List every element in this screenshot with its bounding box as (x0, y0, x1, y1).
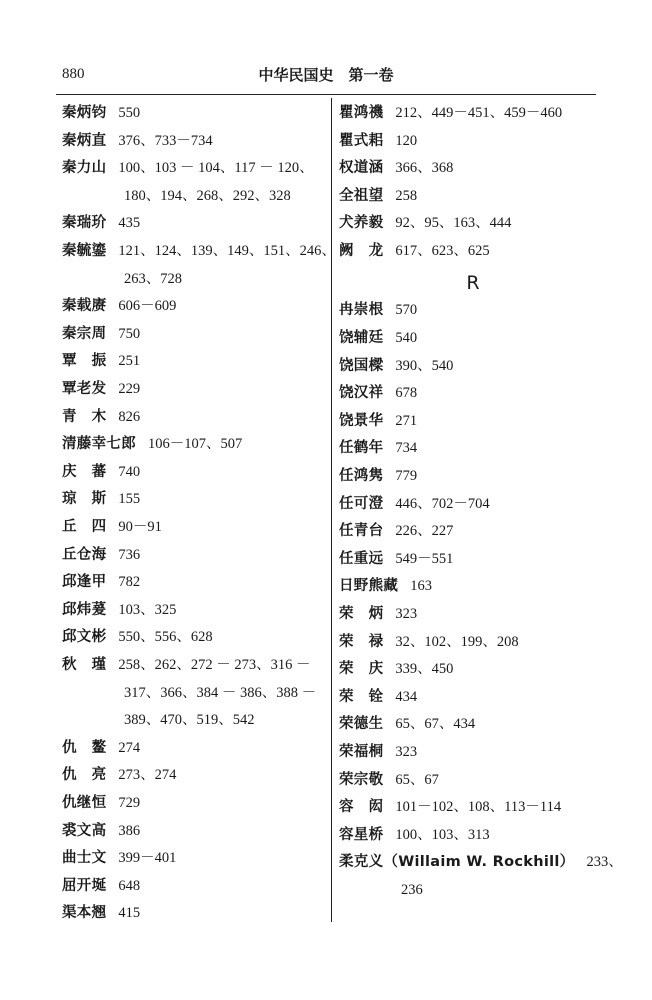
entry-pages: 106－107、507 (148, 436, 243, 453)
entry-name: 秦宗周 (62, 325, 107, 342)
entry-name: 邱逢甲 (62, 574, 107, 591)
index-entry (62, 845, 176, 873)
entry-pages-continued: 236 (401, 881, 423, 898)
entry-first-line (339, 435, 417, 463)
index-entry (62, 459, 140, 487)
entry-name: 荣 铨 (339, 688, 384, 705)
entry-name: 秦瑞玠 (62, 215, 107, 232)
index-entry (62, 790, 140, 818)
entry-pages: 273、274 (118, 767, 177, 784)
index-entry (62, 431, 242, 459)
entry-name: 秦载赓 (62, 298, 107, 315)
index-entry (339, 711, 475, 739)
entry-pages: 606－609 (118, 298, 177, 315)
entry-pages: 434 (395, 688, 418, 705)
index-entry (62, 652, 316, 735)
entry-pages: 540 (395, 329, 418, 346)
entry-name: 渠本翘 (62, 905, 107, 922)
entry-name: 冉崇根 (339, 302, 384, 319)
entry-first-line (339, 380, 417, 408)
index-entry (62, 376, 140, 404)
entry-name: 秦力山 (62, 160, 107, 177)
entry-pages: 226、227 (395, 523, 454, 540)
entry-name: 瞿鸿禨 (339, 105, 384, 121)
entry-name: 荣 庆 (339, 661, 384, 678)
entry-first-line (339, 463, 417, 491)
entry-first-line (62, 652, 316, 680)
entry-name: 邱炜萲 (62, 601, 107, 618)
entry-pages: 779 (395, 467, 418, 484)
entry-pages: 120 (395, 132, 418, 149)
section-letter: R (466, 271, 480, 294)
entry-first-line (62, 155, 314, 183)
entry-pages: 103、325 (118, 601, 177, 618)
index-entry (62, 514, 162, 542)
entry-pages: 100、103、313 (395, 826, 490, 843)
index-entry (339, 210, 511, 238)
column-divider (331, 98, 332, 922)
entry-pages: 90－91 (118, 519, 162, 535)
entry-first-line (62, 459, 140, 487)
index-entry (339, 684, 417, 712)
entry-first-line (339, 155, 453, 183)
entry-pages: 121、124、139、149、151、246、 (118, 243, 336, 259)
entry-name: 清藤幸七郎 (62, 436, 136, 453)
entry-first-line (62, 348, 140, 376)
entry-pages: 736 (118, 546, 141, 563)
index-entry (62, 735, 140, 763)
entry-pages-continued: 180、194、268、292、328 (124, 187, 291, 204)
entry-first-line (62, 845, 176, 873)
entry-first-line (339, 128, 417, 156)
entry-pages: 271 (395, 412, 418, 429)
entry-first-line (339, 601, 417, 629)
index-entry (62, 210, 140, 238)
index-entry (339, 100, 562, 128)
entry-name: 权道涵 (339, 160, 384, 177)
entry-name: 秋 瑾 (62, 657, 107, 673)
index-entry (339, 546, 453, 574)
entry-name: 秦毓鎏 (62, 243, 107, 259)
entry-pages: 648 (118, 877, 141, 894)
entry-pages: 323 (395, 605, 418, 622)
entry-first-line (339, 297, 417, 325)
entry-pages: 155 (118, 491, 141, 508)
index-entry (339, 435, 417, 463)
entry-pages: 251 (118, 353, 141, 370)
index-entry (339, 183, 417, 211)
entry-pages: 229 (118, 381, 141, 397)
entry-first-line (62, 238, 336, 266)
entry-pages: 782 (118, 574, 141, 591)
entry-first-line (339, 325, 417, 353)
entry-first-line (62, 542, 140, 570)
entry-name: 仇 鳌 (62, 739, 107, 756)
entry-pages: 376、733－734 (118, 132, 213, 149)
index-entry (339, 767, 439, 795)
entry-first-line (339, 767, 439, 795)
index-entry (339, 573, 432, 601)
entry-pages: 258、262、272 － 273、316 － (118, 657, 311, 673)
index-entry (62, 900, 140, 928)
entry-name: 犬养毅 (339, 215, 384, 232)
entry-first-line (339, 573, 432, 601)
entry-pages: 734 (395, 440, 418, 457)
index-entry (339, 794, 561, 822)
entry-pages: 65、67、434 (395, 716, 476, 733)
entry-pages: 323 (395, 743, 418, 760)
entry-name: 容 闳 (339, 799, 384, 816)
entry-pages: 390、540 (395, 357, 454, 374)
entry-pages: 570 (395, 302, 418, 319)
entry-name: 容星桥 (339, 826, 384, 843)
entry-pages: 65、67 (395, 771, 439, 788)
entry-pages: 750 (118, 325, 141, 342)
entry-name: 覃老发 (62, 381, 107, 397)
entry-pages: 550、556、628 (118, 629, 213, 646)
index-entry (339, 325, 417, 353)
entry-name: 任青台 (339, 523, 384, 540)
page-header (0, 0, 652, 100)
entry-pages-continued: 317、366、384 － 386、388 － (124, 684, 317, 701)
entry-pages: 258 (395, 187, 418, 204)
entry-name: 庆 蕃 (62, 463, 107, 480)
entry-first-line (339, 849, 623, 877)
entry-first-line (62, 818, 140, 846)
entry-first-line (339, 822, 490, 850)
index-entry (339, 491, 490, 519)
entry-name: 阙 龙 (339, 243, 384, 259)
index-entry (339, 155, 453, 183)
index-entry (62, 873, 140, 901)
entry-name: 荣德生 (339, 716, 384, 733)
entry-first-line (339, 210, 511, 238)
index-entry (62, 293, 176, 321)
entry-first-line (62, 762, 176, 790)
entry-name: 任鹤年 (339, 440, 384, 457)
entry-pages: 32、102、199、208 (395, 633, 519, 650)
page-number: 880 (62, 66, 85, 82)
entry-name: 荣 禄 (339, 633, 384, 650)
entry-first-line (339, 711, 475, 739)
entry-first-line (62, 735, 140, 763)
entry-name: 屈开埏 (62, 877, 107, 894)
index-entry (62, 128, 213, 156)
entry-name: 仇继恒 (62, 795, 107, 811)
entry-name: 覃 振 (62, 353, 107, 370)
index-entry (62, 597, 176, 625)
entry-first-line (62, 514, 162, 542)
entry-name: 裘文高 (62, 822, 107, 839)
entry-name: 仇 亮 (62, 767, 107, 784)
entry-first-line (62, 624, 213, 652)
entry-first-line (339, 684, 417, 712)
entry-first-line (62, 569, 140, 597)
entry-pages: 435 (118, 215, 141, 232)
entry-name: 任可澄 (339, 495, 384, 512)
entry-pages: 212、449－451、459－460 (395, 105, 563, 121)
index-entry (339, 463, 417, 491)
entry-name: 荣宗敬 (339, 771, 384, 788)
entry-pages: 740 (118, 463, 141, 480)
entry-pages: 678 (395, 385, 418, 402)
entry-name: 青 木 (62, 408, 107, 425)
entry-pages: 339、450 (395, 661, 454, 678)
entry-name: 琼 斯 (62, 491, 107, 508)
entry-name: 饶景华 (339, 412, 384, 429)
entry-pages: 399－401 (118, 850, 177, 867)
entry-first-line (339, 353, 453, 381)
entry-pages: 163 (410, 578, 432, 595)
entry-first-line (339, 408, 417, 436)
entry-first-line (62, 128, 213, 156)
index-entry (339, 353, 453, 381)
entry-pages: 729 (118, 795, 141, 811)
entry-first-line (62, 210, 140, 238)
entry-name: 日野熊藏 (339, 578, 399, 595)
entry-name: 饶辅廷 (339, 329, 384, 346)
index-entry (62, 238, 336, 293)
entry-first-line (62, 597, 176, 625)
index-entry (62, 569, 140, 597)
index-entry (62, 348, 140, 376)
entry-pages: 274 (118, 739, 141, 756)
entry-pages-continued: 263、728 (124, 270, 182, 287)
index-entry (339, 601, 417, 629)
entry-first-line (62, 100, 140, 128)
entry-first-line (339, 238, 490, 266)
entry-name: 饶国樑 (339, 357, 384, 374)
entry-first-line (62, 900, 140, 928)
index-entry (339, 408, 417, 436)
entry-first-line (339, 491, 490, 519)
index-entry (339, 656, 453, 684)
header-rule (56, 94, 596, 95)
index-entry (339, 739, 417, 767)
entry-name: 秦炳钧 (62, 105, 107, 121)
entry-pages: 233、 (586, 854, 623, 871)
entry-first-line (62, 293, 176, 321)
entry-pages: 386 (118, 822, 141, 839)
entry-pages: 549－551 (395, 550, 454, 567)
index-entry (62, 486, 140, 514)
entry-name: 任鸿隽 (339, 467, 384, 484)
index-entry (62, 818, 140, 846)
entry-first-line (339, 656, 453, 684)
entry-pages: 101－102、108、113－114 (395, 799, 562, 816)
index-entry (339, 518, 453, 546)
entry-first-line (62, 790, 140, 818)
index-entry (339, 849, 623, 904)
entry-first-line (339, 629, 519, 657)
entry-pages: 100、103 － 104、117 － 120、 (118, 160, 314, 177)
entry-first-line (62, 873, 140, 901)
index-entry (339, 297, 417, 325)
entry-first-line (339, 183, 417, 211)
entry-first-line (62, 431, 242, 459)
index-entry (62, 155, 314, 210)
index-entry (339, 380, 417, 408)
index-entry (339, 629, 519, 657)
entry-pages: 446、702－704 (395, 495, 490, 512)
entry-name: 瞿式耜 (339, 132, 384, 149)
entry-name: 荣福桐 (339, 743, 384, 760)
entry-first-line (339, 546, 453, 574)
index-entry (62, 100, 140, 128)
index-entry (62, 542, 140, 570)
entry-first-line (62, 486, 140, 514)
entry-first-line (339, 100, 562, 128)
index-entry (62, 624, 213, 652)
entry-name: 任重远 (339, 550, 384, 567)
entry-name: 饶汉祥 (339, 385, 384, 402)
running-title: 中华民国史 第一卷 (258, 66, 394, 84)
index-entry (339, 822, 490, 850)
entry-pages: 92、95、163、444 (395, 215, 512, 232)
entry-name: 邱文彬 (62, 629, 107, 646)
entry-name: 曲士文 (62, 850, 107, 867)
index-entry (339, 128, 417, 156)
entry-pages-continued: 389、470、519、542 (124, 712, 255, 729)
entry-name: 全祖望 (339, 187, 384, 204)
entry-name: 秦炳直 (62, 132, 107, 149)
index-entry (62, 321, 140, 349)
entry-first-line (339, 518, 453, 546)
entry-pages: 826 (118, 408, 141, 425)
entry-pages: 366、368 (395, 160, 454, 177)
index-entry (339, 238, 490, 266)
entry-pages: 617、623、625 (395, 243, 490, 259)
entry-name: 丘仓海 (62, 546, 107, 563)
index-entry (62, 762, 176, 790)
entry-first-line (62, 404, 140, 432)
entry-pages: 550 (118, 105, 141, 121)
entry-first-line (339, 794, 561, 822)
entry-first-line (62, 321, 140, 349)
index-entry (62, 404, 140, 432)
entry-pages: 415 (118, 905, 141, 922)
entry-first-line (62, 376, 140, 404)
entry-name: 丘 四 (62, 519, 107, 535)
entry-first-line (339, 739, 417, 767)
entry-name: 柔克义（Willaim W. Rockhill） (339, 854, 575, 871)
entry-name: 荣 炳 (339, 605, 384, 622)
